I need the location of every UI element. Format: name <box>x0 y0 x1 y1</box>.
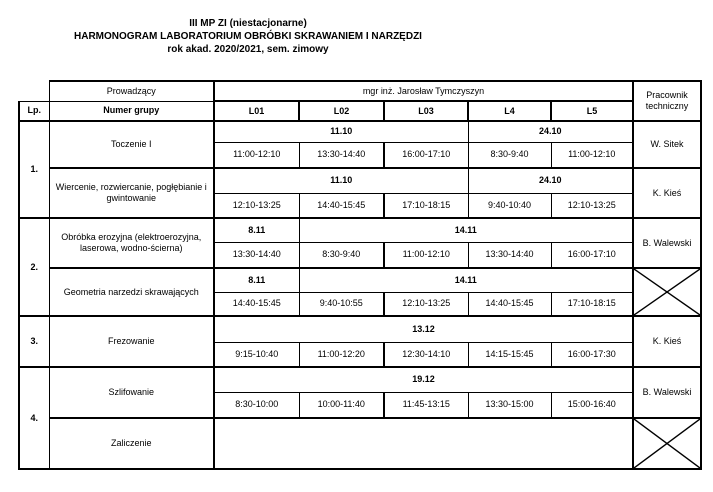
course-label: Szlifowanie <box>49 367 214 418</box>
time-cell: 11:00-12:10 <box>551 142 633 168</box>
time-cell: 14:40-15:45 <box>468 292 551 316</box>
time-cell: 12:10-13:25 <box>551 193 633 218</box>
time-cell: 13:30-14:40 <box>214 242 299 268</box>
time-cell: 14:15-15:45 <box>468 342 551 367</box>
time-cell: 11:45-13:15 <box>384 392 468 418</box>
group-header-l4: L4 <box>468 101 551 121</box>
course-label: Geometria narzedzi skrawających <box>49 268 214 316</box>
date-cell: 14.11 <box>299 268 633 292</box>
section-number: 3. <box>19 316 49 367</box>
time-cell: 9:40-10:40 <box>468 193 551 218</box>
section-number: 1. <box>19 121 49 218</box>
time-cell: 8:30-9:40 <box>468 142 551 168</box>
date-cell: 8.11 <box>214 268 299 292</box>
time-cell: 11:00-12:10 <box>384 242 468 268</box>
section-number: 4. <box>19 367 49 469</box>
worker-cell: B. Walewski <box>633 218 701 268</box>
time-cell: 9:15-10:40 <box>214 342 299 367</box>
date-cell: 11.10 <box>214 168 468 193</box>
group-header-l01: L01 <box>214 101 299 121</box>
worker-crossed-cell <box>633 268 701 316</box>
date-cell: 24.10 <box>468 121 633 142</box>
date-cell: 14.11 <box>299 218 633 242</box>
time-cell: 17:10-18:15 <box>551 292 633 316</box>
time-cell: 11:00-12:20 <box>299 342 384 367</box>
time-cell: 17:10-18:15 <box>384 193 468 218</box>
group-header-l02: L02 <box>299 101 384 121</box>
time-cell: 11:00-12:10 <box>214 142 299 168</box>
title-line-1: III MP ZI (niestacjonarne) <box>189 18 307 29</box>
pracownik-header: Pracownik techniczny <box>633 81 701 121</box>
worker-crossed-cell <box>633 418 701 469</box>
time-cell: 12:10-13:25 <box>214 193 299 218</box>
time-cell: 13:30-14:40 <box>468 242 551 268</box>
crossed-out-icon <box>634 419 700 468</box>
lecturer-name: mgr inż. Jarosław Tymczyszyn <box>214 81 633 101</box>
time-cell: 16:00-17:30 <box>551 342 633 367</box>
worker-cell: W. Sitek <box>633 121 701 168</box>
worker-cell: K. Kieś <box>633 316 701 367</box>
crossed-out-icon <box>634 269 700 315</box>
time-cell: 13:30-15:00 <box>468 392 551 418</box>
date-cell: 13.12 <box>214 316 633 342</box>
time-cell: 15:00-16:40 <box>551 392 633 418</box>
title-line-2: HARMONOGRAM LABORATORIUM OBRÓBKI SKRAWANIEM I NARZĘDZI <box>74 31 422 42</box>
time-cell: 10:00-11:40 <box>299 392 384 418</box>
date-cell: 8.11 <box>214 218 299 242</box>
date-cell: 19.12 <box>214 367 633 392</box>
time-cell: 13:30-14:40 <box>299 142 384 168</box>
numer-grupy-header: Numer grupy <box>49 101 214 121</box>
zaliczenie-empty-cell <box>214 418 633 469</box>
course-label: Zaliczenie <box>49 418 214 469</box>
time-cell: 12:30-14:10 <box>384 342 468 367</box>
prowadzacy-label: Prowadzący <box>49 81 214 101</box>
date-cell: 11.10 <box>214 121 468 142</box>
time-cell: 14:40-15:45 <box>214 292 299 316</box>
course-label: Toczenie I <box>49 121 214 168</box>
title-line-3: rok akad. 2020/2021, sem. zimowy <box>167 44 329 55</box>
time-cell: 16:00-17:10 <box>384 142 468 168</box>
time-cell: 9:40-10:55 <box>299 292 384 316</box>
corner-blank-cell <box>19 81 49 101</box>
course-label: Frezowanie <box>49 316 214 367</box>
schedule-table <box>18 80 702 470</box>
time-cell: 12:10-13:25 <box>384 292 468 316</box>
time-cell: 14:40-15:45 <box>299 193 384 218</box>
document-title-block <box>18 17 478 56</box>
group-header-l03: L03 <box>384 101 468 121</box>
worker-cell: B. Walewski <box>633 367 701 418</box>
date-cell: 24.10 <box>468 168 633 193</box>
worker-cell: K. Kieś <box>633 168 701 218</box>
group-header-l5: L5 <box>551 101 633 121</box>
time-cell: 16:00-17:10 <box>551 242 633 268</box>
course-label: Obróbka erozyjna (elektroerozyjna, laserowa, wodno-ścierna) <box>49 218 214 268</box>
section-number: 2. <box>19 218 49 316</box>
lp-header: Lp. <box>19 101 49 121</box>
course-label: Wiercenie, rozwiercanie, pogłębianie i gwintowanie <box>49 168 214 218</box>
time-cell: 8:30-10:00 <box>214 392 299 418</box>
time-cell: 8:30-9:40 <box>299 242 384 268</box>
